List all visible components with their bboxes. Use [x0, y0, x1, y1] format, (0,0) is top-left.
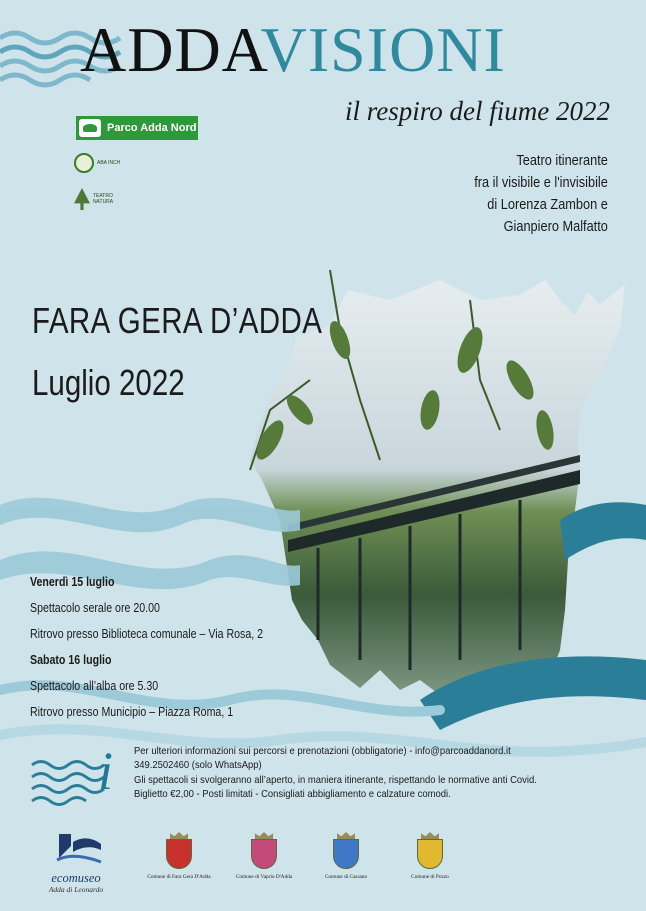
info-line: 349.2502460 (solo WhatsApp)	[134, 759, 262, 772]
comune-name: Comune di Cassano	[324, 874, 368, 880]
parco-logo-text: Parco Adda Nord	[107, 122, 197, 134]
teatro-natura-logo	[74, 186, 126, 212]
schedule-item: Spettacolo all’alba ore 5.30	[30, 679, 159, 693]
event-month: Luglio 2022	[32, 362, 185, 403]
schedule-item: Ritrovo presso Municipio – Piazza Roma, 1	[30, 705, 234, 719]
circle-emblem-icon	[74, 153, 94, 173]
poster-subtitle: il respiro del fiume 2022	[345, 96, 610, 126]
schedule-item: Ritrovo presso Biblioteca comunale – Via Rosa, 2	[30, 627, 264, 641]
ecomuseo-mark-icon	[49, 832, 103, 866]
teatro-description	[474, 150, 608, 238]
schedule-day: Sabato 16 luglio	[30, 653, 112, 667]
title-part-visioni: VISIONI	[260, 14, 506, 85]
schedule	[30, 574, 268, 730]
event-location: FARA GERA D’ADDA	[32, 300, 323, 341]
leaf-icon	[79, 119, 101, 137]
comune-crest	[222, 832, 306, 880]
coat-of-arms-icon	[415, 832, 445, 870]
logo3-text: TEATRO NATURA	[92, 193, 114, 205]
tree-icon	[74, 188, 90, 210]
poster-title	[80, 14, 506, 85]
schedule-day: Venerdì 15 luglio	[30, 575, 115, 589]
coat-of-arms-icon	[331, 832, 361, 870]
title-part-adda: ADDA	[80, 14, 261, 85]
schedule-item: Spettacolo serale ore 20.00	[30, 601, 160, 615]
teatro-line: di Lorenza Zambon e	[487, 197, 608, 213]
comune-name: Comune di Vaprio D'Adda	[235, 874, 293, 880]
teatro-line: fra il visibile e l'invisibile	[474, 175, 608, 191]
aba-inch-logo	[74, 150, 126, 176]
info-line: Gli spettacoli si svolgeranno all’aperto, in maniera itinerante, rispettando le normative anti Covid.	[134, 773, 537, 786]
coat-of-arms-icon	[164, 832, 194, 870]
info-line: Biglietto €2,00 - Posti limitati - Consigliati abbigliamento e calzature comodi.	[134, 787, 451, 800]
info-icon: i	[98, 741, 114, 801]
teatro-line: Teatro itinerante	[516, 153, 608, 169]
info-block	[134, 744, 584, 801]
bottom-left-waves	[32, 762, 104, 805]
ecomuseo-sub: Adda di Leonardo	[48, 885, 104, 894]
ecomuseo-logo	[36, 832, 116, 894]
coat-of-arms-icon	[249, 832, 279, 870]
info-line: Per ulteriori informazioni sui percorsi e prenotazioni (obbligatorie) - info@parcoaddanord.it	[134, 745, 511, 757]
logo2-text: ABA INCH	[97, 160, 121, 166]
teatro-line: Gianpiero Malfatto	[503, 219, 608, 235]
comune-crest	[137, 832, 221, 880]
comune-name: Comune di Fara Gera D'Adda	[147, 874, 211, 880]
comune-crest	[388, 832, 472, 880]
comune-crest	[304, 832, 388, 880]
comune-name: Comune di Pozzo	[411, 874, 449, 880]
ecomuseo-name: ecomuseo	[51, 871, 101, 885]
parco-adda-nord-logo	[76, 116, 198, 140]
